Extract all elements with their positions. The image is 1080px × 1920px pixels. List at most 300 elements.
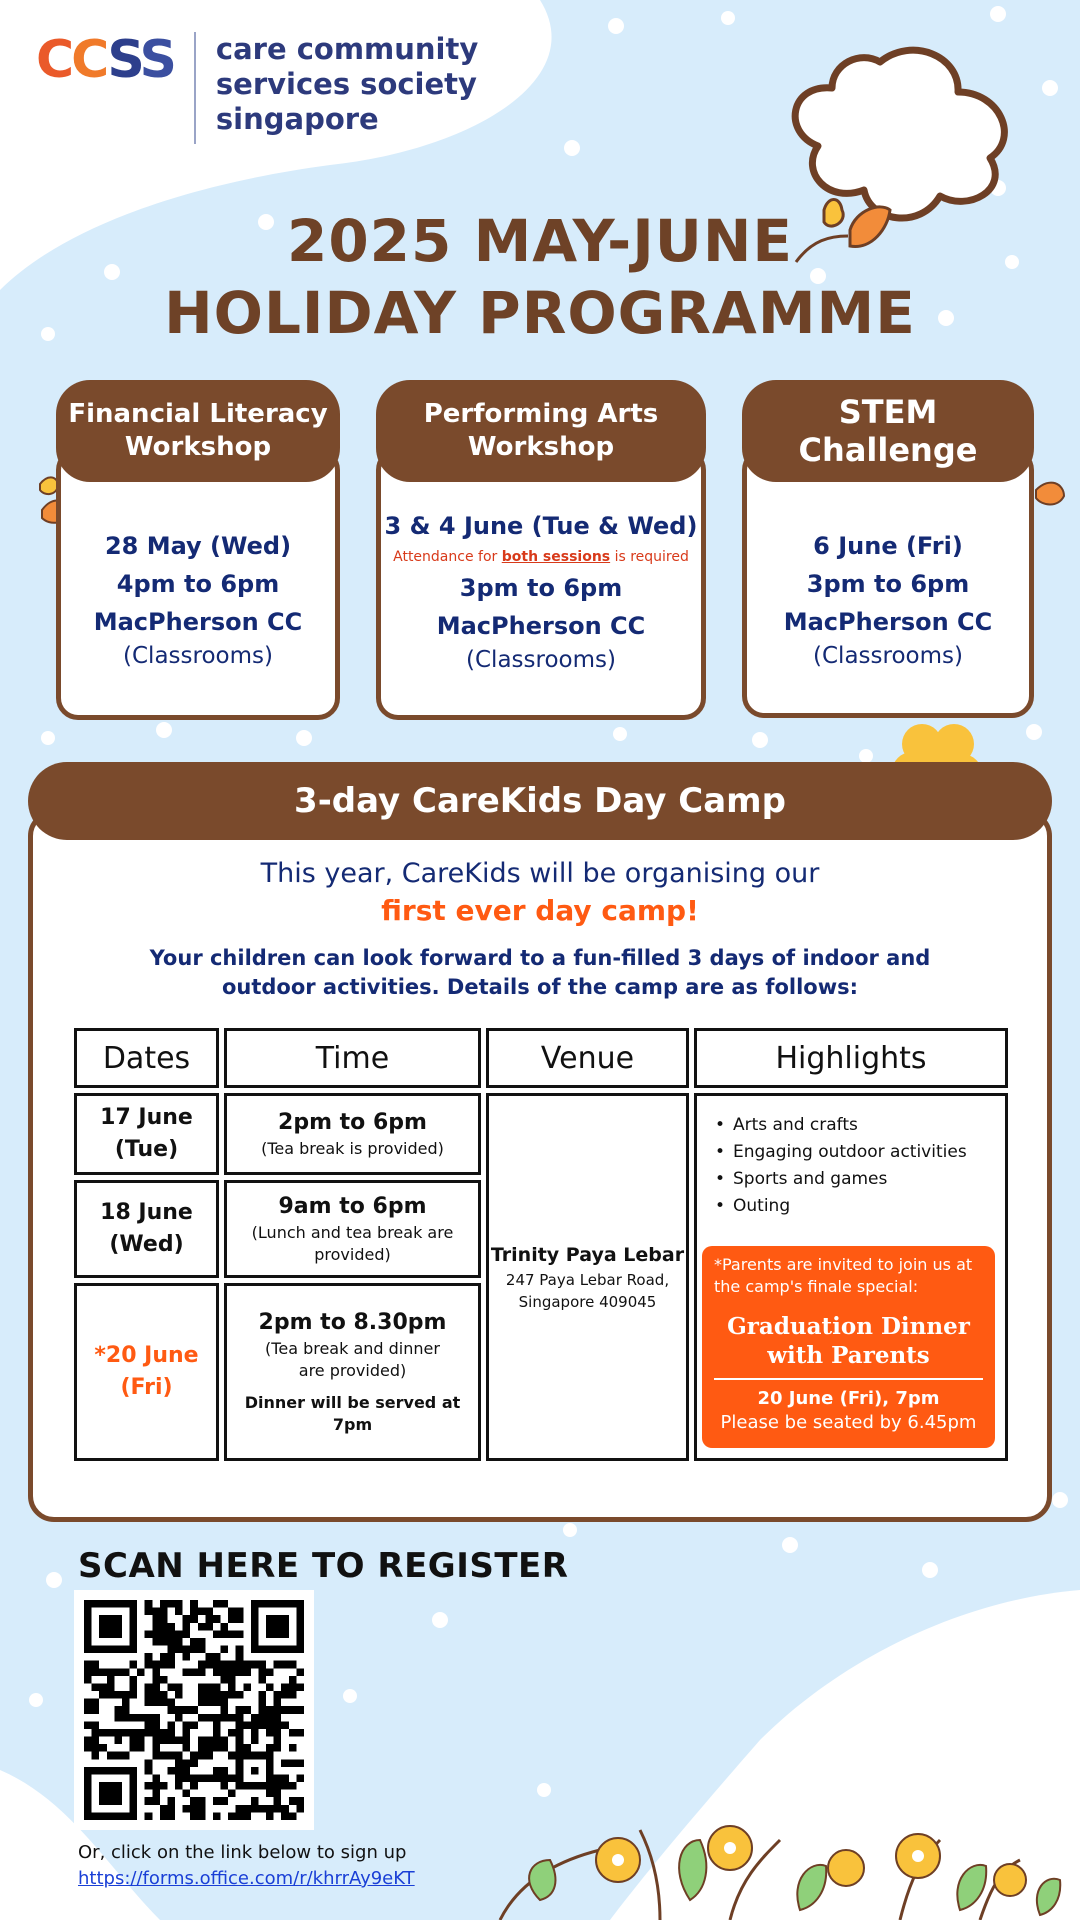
workshop-date: 6 June (Fri) [813,532,963,560]
qr-module [205,1661,213,1669]
qr-module [84,1676,92,1684]
camp-title: 3-day CareKids Day Camp [28,762,1052,840]
qr-module [221,1668,229,1676]
qr-module [221,1646,229,1654]
workshop-card-body [376,448,706,720]
qr-module [190,1752,198,1760]
qr-module [198,1774,206,1782]
logo-text-line: services society [215,67,477,101]
qr-module [266,1668,274,1676]
qr-module [198,1638,206,1646]
qr-module [205,1752,213,1760]
qr-module [145,1691,153,1699]
qr-module [160,1653,168,1661]
qr-module [160,1805,168,1813]
qr-module [175,1759,183,1767]
qr-module [228,1812,236,1820]
table-cell-date [74,1180,219,1278]
qr-module [221,1737,229,1745]
qr-module [183,1759,191,1767]
qr-module [167,1653,175,1661]
qr-module [167,1646,175,1654]
qr-module [213,1630,221,1638]
workshop-time: 3pm to 6pm [806,570,970,598]
qr-module [221,1699,229,1707]
qr-module [145,1661,153,1669]
qr-module [99,1691,107,1699]
qr-module [236,1805,244,1813]
note-text: is required [610,549,689,565]
qr-module [175,1714,183,1722]
qr-module [205,1653,213,1661]
qr-module [84,1668,92,1676]
qr-module [190,1615,198,1623]
qr-module [84,1721,92,1729]
logo-divider [194,32,196,144]
qr-module [236,1812,244,1820]
qr-module [296,1729,304,1737]
workshop-venue: MacPherson CC [783,608,993,636]
qr-module [228,1752,236,1760]
table-header-time: Time [224,1028,481,1088]
qr-module [160,1691,168,1699]
qr-module [198,1699,206,1707]
list-item: • Sports and games [711,1166,967,1193]
qr-module [152,1774,160,1782]
qr-module [190,1759,198,1767]
qr-module [274,1744,282,1752]
qr-module [175,1600,183,1608]
qr-module [243,1683,251,1691]
date-line: 18 June [100,1200,193,1225]
qr-module [190,1646,198,1654]
qr-module [236,1630,244,1638]
qr-module [236,1691,244,1699]
qr-module [145,1721,153,1729]
workshop-card-financial-literacy [56,380,340,720]
qr-module [152,1615,160,1623]
qr-module [274,1737,282,1745]
qr-module [183,1729,191,1737]
qr-module [137,1714,145,1722]
qr-module [198,1737,206,1745]
qr-module [130,1737,138,1745]
qr-module [183,1744,191,1752]
qr-module [190,1608,198,1616]
qr-module [190,1668,198,1676]
qr-module [243,1812,251,1820]
qr-module [296,1805,304,1813]
qr-module [236,1714,244,1722]
qr-module [160,1752,168,1760]
qr-code[interactable] [74,1590,314,1830]
qr-module [152,1691,160,1699]
qr-module [274,1661,282,1669]
table-header-venue: Venue [486,1028,689,1088]
qr-module [84,1737,92,1745]
workshop-title-line: Challenge [798,431,978,469]
qr-module [236,1653,244,1661]
qr-module [175,1774,183,1782]
qr-module [145,1600,153,1608]
qr-module [183,1721,191,1729]
workshop-card-body [56,448,340,720]
qr-module [228,1615,236,1623]
qr-module [152,1661,160,1669]
qr-module [145,1759,153,1767]
qr-module [92,1729,100,1737]
qr-module [221,1706,229,1714]
qr-module [130,1714,138,1722]
workshop-title-line: STEM [838,393,938,431]
workshop-venue: MacPherson CC [93,608,303,636]
qr-module [289,1661,297,1669]
qr-module [84,1744,92,1752]
qr-module [92,1706,100,1714]
qr-code-icon [84,1600,304,1820]
register-title: SCAN HERE TO REGISTER [78,1546,569,1586]
qr-module [205,1608,213,1616]
qr-module [289,1744,297,1752]
qr-module [152,1668,160,1676]
qr-module [251,1767,259,1775]
qr-module [183,1805,191,1813]
qr-module [198,1623,206,1631]
table-cell-time [224,1283,481,1461]
qr-module [228,1691,236,1699]
qr-module [228,1608,236,1616]
time-note: (Lunch and tea break are [251,1223,454,1242]
qr-module [236,1646,244,1654]
qr-module [190,1782,198,1790]
qr-module [281,1691,289,1699]
qr-module [266,1714,274,1722]
qr-module [266,1729,274,1737]
qr-module [107,1729,115,1737]
qr-module [289,1797,297,1805]
qr-module [221,1744,229,1752]
qr-module [213,1683,221,1691]
qr-module [167,1630,175,1638]
qr-module [228,1714,236,1722]
qr-module [281,1683,289,1691]
table-header-dates: Dates [74,1028,219,1088]
qr-module [266,1812,274,1820]
workshop-room: (Classrooms) [123,643,273,669]
qr-module [258,1661,266,1669]
date-line: 17 June [100,1105,193,1130]
qr-module [145,1729,153,1737]
qr-module [213,1653,221,1661]
qr-module [289,1676,297,1684]
qr-module [213,1721,221,1729]
qr-module [228,1683,236,1691]
qr-module [190,1812,198,1820]
qr-module [228,1668,236,1676]
qr-module [274,1729,282,1737]
qr-module [236,1615,244,1623]
qr-module [160,1782,168,1790]
qr-module [289,1683,297,1691]
qr-module [152,1729,160,1737]
qr-module [258,1668,266,1676]
list-item: • Engaging outdoor activities [711,1139,967,1166]
qr-module [130,1729,138,1737]
qr-module [130,1744,138,1752]
qr-module [99,1782,122,1805]
qr-module [152,1676,160,1684]
qr-module [251,1797,259,1805]
qr-module [107,1676,115,1684]
date-line: (Tue) [114,1137,179,1162]
highlights-list [711,1112,967,1220]
qr-module [160,1638,168,1646]
qr-module [266,1721,274,1729]
time-note: provided) [314,1245,391,1264]
qr-module [152,1744,160,1752]
qr-module [289,1706,297,1714]
workshop-date: 28 May (Wed) [104,532,292,560]
qr-module [152,1737,160,1745]
graduation-title-line: with Parents [767,1342,930,1369]
qr-module [167,1721,175,1729]
qr-module [205,1774,213,1782]
qr-module [213,1744,221,1752]
qr-module [266,1805,274,1813]
qr-module [107,1691,115,1699]
qr-module [274,1797,282,1805]
qr-module [274,1691,282,1699]
qr-module [137,1737,145,1745]
qr-module [205,1683,213,1691]
qr-module [198,1714,206,1722]
qr-module [122,1706,130,1714]
qr-module [175,1737,183,1745]
qr-module [213,1691,221,1699]
qr-module [205,1744,213,1752]
time-range: 2pm to 6pm [278,1110,427,1135]
qr-module [152,1699,160,1707]
logo-letter: S [139,30,174,90]
qr-module [266,1706,274,1714]
qr-module [198,1608,206,1616]
qr-module [130,1661,138,1669]
qr-module [160,1737,168,1745]
qr-module [236,1608,244,1616]
qr-module [251,1714,259,1722]
qr-module [145,1714,153,1722]
qr-module [145,1608,153,1616]
qr-module [205,1615,213,1623]
qr-module [122,1714,130,1722]
qr-module [243,1661,251,1669]
qr-module [92,1699,100,1707]
qr-module [221,1774,229,1782]
graduation-seating: Please be seated by 6.45pm [720,1412,977,1433]
qr-module [274,1774,282,1782]
qr-module [258,1714,266,1722]
qr-module [213,1774,221,1782]
qr-module [274,1790,282,1798]
qr-module [183,1615,191,1623]
qr-module [183,1653,191,1661]
qr-module [145,1699,153,1707]
qr-module [190,1721,198,1729]
qr-module [243,1744,251,1752]
qr-module [145,1767,153,1775]
qr-module [145,1782,153,1790]
qr-module [236,1744,244,1752]
qr-module [251,1805,259,1813]
qr-module [114,1668,122,1676]
table-cell-date [74,1283,219,1461]
qr-module [205,1737,213,1745]
qr-module [296,1759,304,1767]
qr-module [152,1721,160,1729]
workshop-date: 3 & 4 June (Tue & Wed) [384,512,698,540]
qr-module [137,1729,145,1737]
qr-module [228,1790,236,1798]
workshop-card-performing-arts [376,380,706,720]
table-cell-time [224,1180,481,1278]
qr-module [213,1661,221,1669]
qr-module [213,1767,221,1775]
qr-module [175,1706,183,1714]
page-title [0,205,1080,349]
qr-module [152,1623,160,1631]
qr-module [213,1729,221,1737]
time-range: 2pm to 8.30pm [258,1310,447,1335]
workshop-room: (Classrooms) [813,643,963,669]
qr-module [289,1759,297,1767]
qr-module [145,1683,153,1691]
workshop-venue: MacPherson CC [436,612,646,640]
qr-module [266,1790,274,1798]
qr-module [221,1630,229,1638]
qr-module [228,1630,236,1638]
camp-intro-details-line: Your children can look forward to a fun-filled 3 days of indoor and [149,946,931,970]
qr-module [281,1774,289,1782]
qr-module [160,1661,168,1669]
qr-module [122,1699,130,1707]
table-cell-time [224,1093,481,1175]
qr-module [160,1608,168,1616]
qr-module [236,1706,244,1714]
qr-module [183,1623,191,1631]
qr-module [198,1744,206,1752]
qr-module [274,1782,282,1790]
qr-module [243,1668,251,1676]
qr-module [167,1638,175,1646]
qr-module [198,1805,206,1813]
qr-module [137,1668,145,1676]
qr-module [107,1752,115,1760]
graduation-dinner-box [702,1246,995,1448]
qr-module [92,1721,100,1729]
qr-module [221,1661,229,1669]
qr-module [296,1706,304,1714]
time-note: (Tea break and dinner [265,1339,440,1358]
qr-module [198,1752,206,1760]
qr-module [145,1630,153,1638]
qr-module [92,1668,100,1676]
qr-module [243,1721,251,1729]
qr-module [145,1653,153,1661]
qr-module [296,1797,304,1805]
qr-module [266,1615,289,1638]
qr-module [183,1668,191,1676]
qr-module [258,1699,266,1707]
qr-module [281,1721,289,1729]
signup-text: Or, click on the link below to sign up [78,1842,407,1863]
qr-module [114,1706,122,1714]
qr-module [99,1729,107,1737]
qr-module [114,1729,122,1737]
qr-module [205,1691,213,1699]
qr-module [130,1676,138,1684]
qr-module [114,1714,122,1722]
qr-module [130,1691,138,1699]
qr-module [296,1683,304,1691]
workshop-attendance-note [381,545,701,569]
camp-intro-details [28,944,1052,1002]
qr-module [198,1661,206,1669]
qr-module [266,1683,274,1691]
qr-module [152,1782,160,1790]
table-cell-venue [486,1093,689,1461]
qr-module [160,1623,168,1631]
qr-module [183,1630,191,1638]
qr-module [92,1683,100,1691]
qr-module [243,1706,251,1714]
qr-module [213,1812,221,1820]
qr-module [266,1744,274,1752]
logo-letter: C [36,30,72,90]
qr-module [160,1600,168,1608]
qr-module [236,1737,244,1745]
qr-module [152,1790,160,1798]
qr-module [152,1630,160,1638]
time-note: (Tea break is provided) [261,1139,444,1158]
qr-module [167,1706,175,1714]
qr-module [167,1729,175,1737]
graduation-title [702,1312,995,1370]
qr-module [221,1782,229,1790]
qr-module [243,1805,251,1813]
qr-module [274,1721,282,1729]
qr-module [160,1812,168,1820]
qr-module [84,1699,92,1707]
qr-module [167,1767,175,1775]
qr-module [190,1805,198,1813]
graduation-date: 20 June (Fri), 7pm [757,1388,940,1409]
qr-module [221,1714,229,1722]
title-line: 2025 MAY-JUNE [286,207,794,275]
qr-module [228,1729,236,1737]
qr-module [152,1638,160,1646]
signup-link[interactable]: https://forms.office.com/r/khrrAy9eKT [78,1868,415,1889]
qr-module [289,1691,297,1699]
qr-module [152,1752,160,1760]
qr-module [92,1737,100,1745]
ccss-logo [36,32,478,144]
qr-module [198,1646,206,1654]
time-range: 9am to 6pm [278,1194,427,1219]
qr-module [258,1721,266,1729]
qr-module [175,1630,183,1638]
qr-module [183,1774,191,1782]
qr-module [274,1714,282,1722]
